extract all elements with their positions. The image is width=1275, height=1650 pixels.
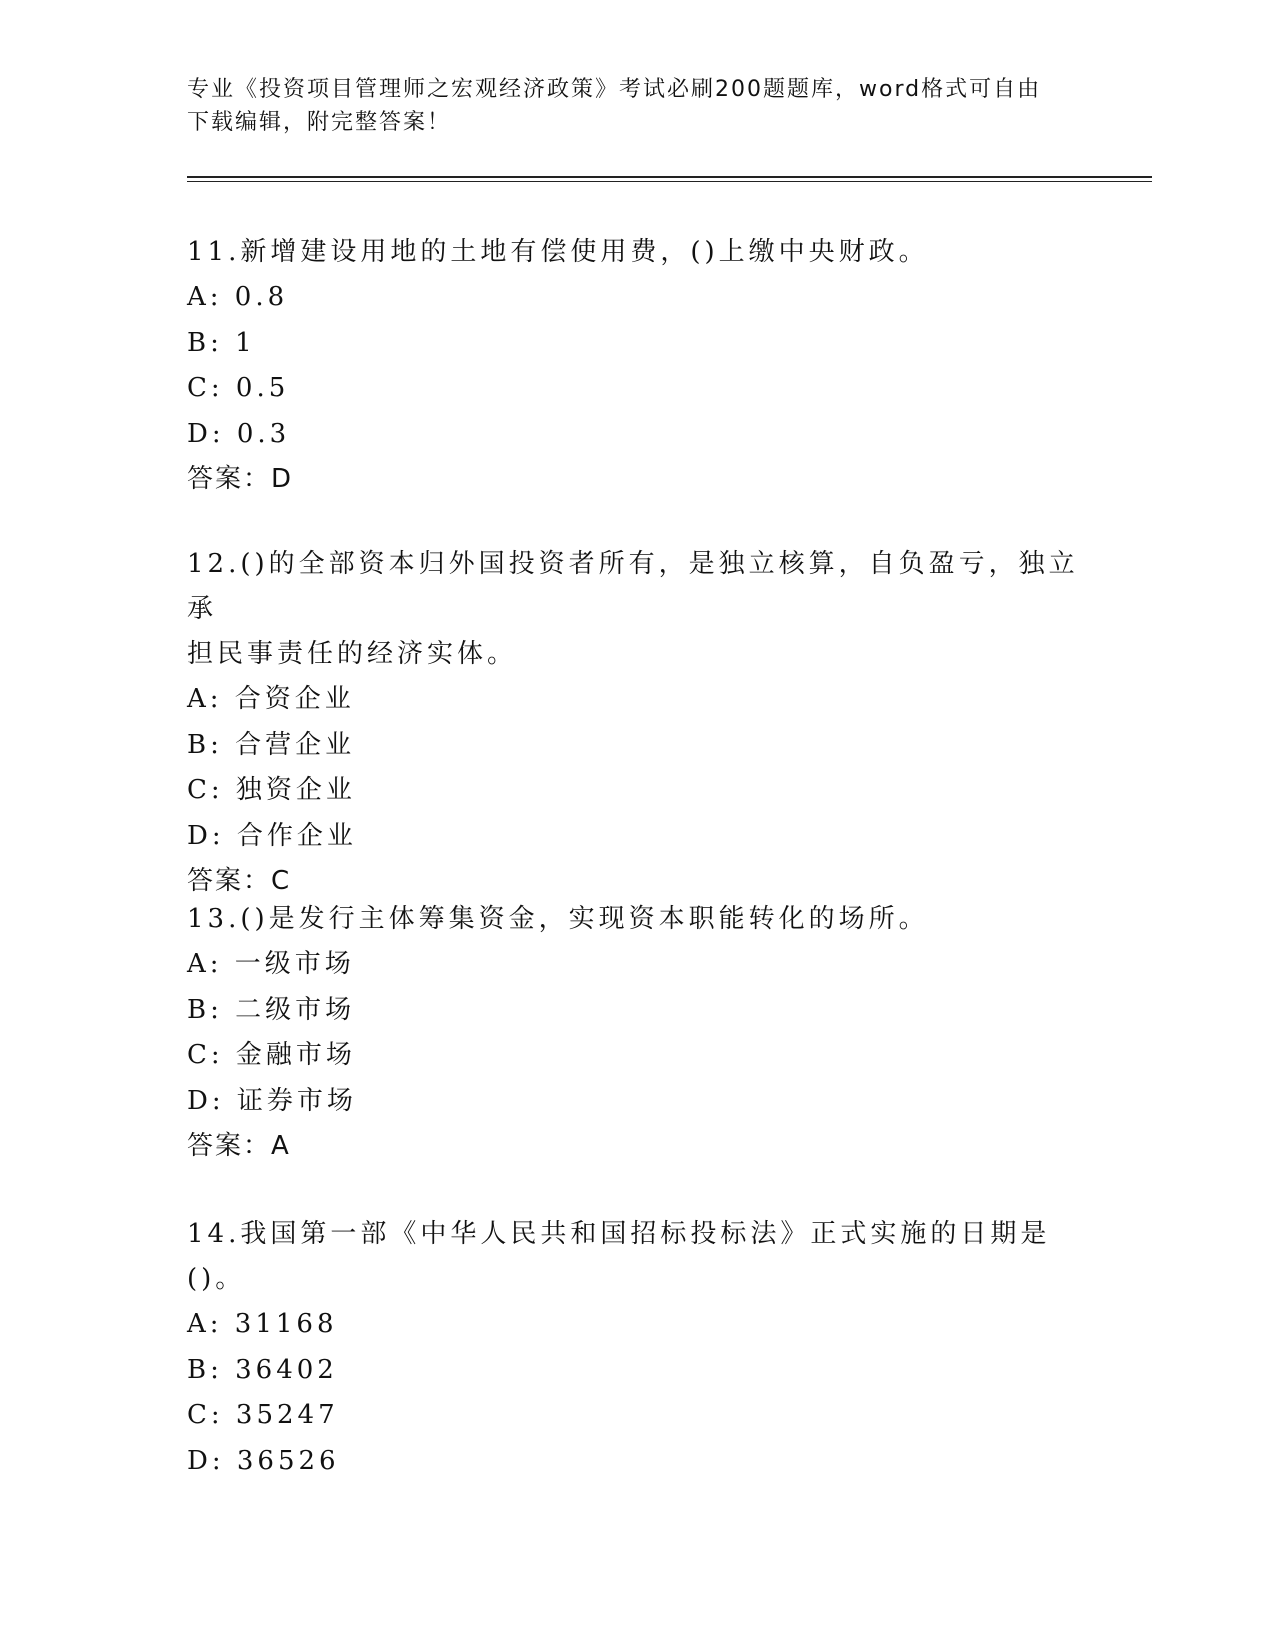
question-13: [187, 897, 1087, 1168]
question-12: [187, 542, 1087, 903]
option-a: A: 31168: [187, 1309, 338, 1339]
option-d: D: 合作企业: [187, 820, 357, 851]
option-d: D: 0.3: [187, 418, 291, 449]
answer-line: 答案：D: [187, 464, 294, 494]
option-b: B: 合营企业: [187, 729, 356, 760]
question-text: 11.新增建设用地的土地有偿使用费，()上缴中央财政。: [187, 237, 929, 267]
header-line-1: 专业《投资项目管理师之宏观经济政策》考试必刷200题题库，word格式可自由: [187, 77, 1042, 102]
option-b: B: 36402: [187, 1354, 338, 1385]
option-d: D: 36526: [187, 1445, 340, 1476]
option-b: B: 二级市场: [187, 994, 356, 1025]
question-text: 14.我国第一部《中华人民共和国招标投标法》正式实施的日期是()。: [187, 1219, 1051, 1294]
header-rule-thin: [187, 181, 1152, 182]
option-a: A: 合资企业: [187, 684, 355, 714]
header-rule-thick: [187, 176, 1152, 178]
answer-line: 答案：C: [187, 866, 292, 896]
question-11: [187, 230, 1087, 501]
option-c: C: 独资企业: [187, 775, 356, 805]
option-c: C: 金融市场: [187, 1040, 356, 1070]
option-c: C: 0.5: [187, 373, 290, 403]
question-text-line-1: 12.()的全部资本归外国投资者所有，是独立核算，自负盈亏，独立承: [187, 549, 1079, 624]
option-a: A: 0.8: [187, 282, 289, 312]
question-14: [187, 1212, 1087, 1484]
document-header: [187, 73, 1087, 139]
option-c: C: 35247: [187, 1400, 339, 1430]
header-line-2: 下载编辑，附完整答案！: [187, 110, 452, 135]
question-text: 13.()是发行主体筹集资金，实现资本职能转化的场所。: [187, 904, 929, 934]
option-d: D: 证券市场: [187, 1085, 357, 1116]
answer-line: 答案：A: [187, 1131, 291, 1161]
option-b: B: 1: [187, 327, 256, 358]
question-text-line-2: 担民事责任的经济实体。: [187, 639, 518, 669]
option-a: A: 一级市场: [187, 949, 355, 979]
